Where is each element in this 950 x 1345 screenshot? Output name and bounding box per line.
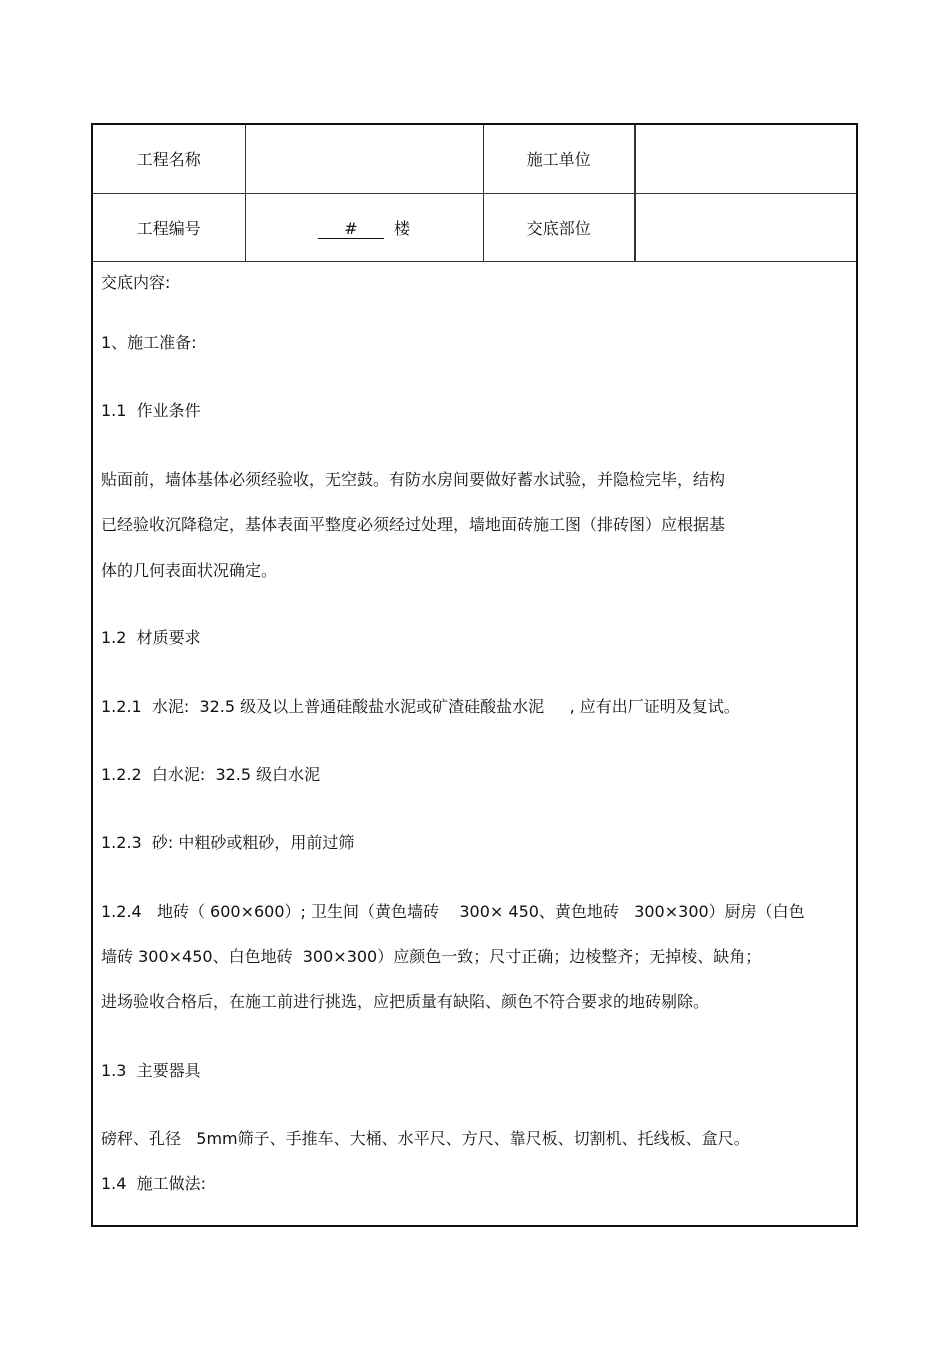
header-row-2 (93, 193, 856, 261)
item-1-2-3: 1.2.3 砂: 中粗砂或粗砂，用前过筛 (101, 833, 355, 852)
disclosure-form (91, 123, 858, 1227)
contractor-field[interactable] (635, 125, 856, 193)
project-no-field[interactable] (245, 193, 483, 261)
tools-list: 磅秤、孔径 5mm筛子、手推车、大桶、水平尺、方尺、靠尺板、切割机、托线板、盒尺。 (101, 1129, 750, 1148)
project-no-label: 工程编号 (93, 193, 245, 261)
building-suffix: 楼 (393, 218, 410, 238)
contractor-label: 施工单位 (483, 125, 635, 193)
paragraph-line: 墙砖 300×450、白色地砖 300×300）应颜色一致；尺寸正确；边棱整齐；无掉棱、缺角； (101, 947, 762, 966)
item-1-2-4: 1.2.4 地砖（ 600×600）; 卫生间（黄色墙砖 300× 450、黄色地砖 300×300）厨房（白色 (101, 902, 805, 921)
section-1-3-heading: 1.3 主要器具 (101, 1061, 201, 1080)
paragraph-line: 已经验收沉降稳定，基体表面平整度必须经过处理，墙地面砖施工图（排砖图）应根据基 (101, 515, 726, 534)
header-row-1 (93, 125, 856, 193)
item-1-2-2: 1.2.2 白水泥: 32.5 级白水泥 (101, 765, 321, 784)
project-name-field[interactable] (245, 125, 483, 193)
item-1-2-1: 1.2.1 水泥: 32.5 级及以上普通硅酸盐水泥或矿渣硅酸盐水泥 , 应有出厂证明及复试。 (101, 697, 740, 716)
building-number-blank: # (318, 219, 384, 239)
content-heading: 交底内容: (101, 273, 171, 292)
disclosure-part-label: 交底部位 (483, 193, 635, 261)
section-1-2-heading: 1.2 材质要求 (101, 628, 201, 647)
section-1-4-heading: 1.4 施工做法: (101, 1174, 207, 1193)
section-1-1-heading: 1.1 作业条件 (101, 401, 201, 420)
paragraph-line: 进场验收合格后，在施工前进行挑选，应把质量有缺陷、颜色不符合要求的地砖剔除。 (101, 992, 710, 1011)
project-name-label: 工程名称 (93, 125, 245, 193)
paragraph-line: 贴面前，墙体基体必须经验收，无空鼓。有防水房间要做好蓄水试验，并隐检完毕，结构 (101, 470, 726, 489)
paragraph-line: 体的几何表面状况确定。 (101, 561, 278, 580)
header-table (93, 125, 856, 262)
section-1-heading: 1、施工准备: (101, 333, 197, 352)
disclosure-part-field[interactable] (635, 193, 856, 261)
